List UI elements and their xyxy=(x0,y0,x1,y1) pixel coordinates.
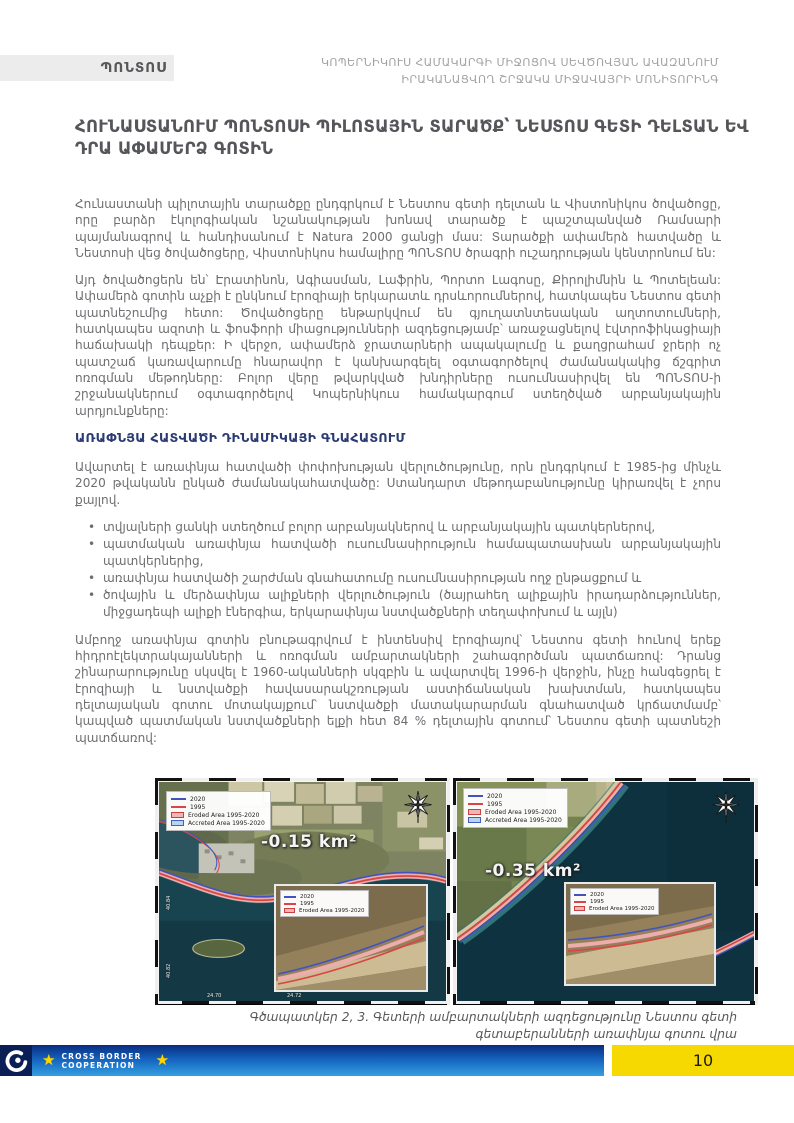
section-heading: ԱՌԱՓՆՅԱ ՀԱՏՎԱԾԻ ԴԻՆԱՄԻԿԱՅԻ ԳՆԱՀԱՏՈՒՄ xyxy=(75,429,406,445)
bullet-marker xyxy=(75,519,103,535)
bullet-marker xyxy=(75,536,103,569)
area-change-label-right: -0.35 km² xyxy=(485,861,581,881)
line-1995-swatch xyxy=(284,903,296,905)
map-frame xyxy=(755,778,758,1005)
line-1995-swatch xyxy=(574,901,586,903)
figure-caption-line1: Գծապատկեր 2, 3. Գետերի ամբարտակների ազդեցությունը Նեստոս գետի xyxy=(249,1010,737,1024)
bullet-item: • տվյալների ցանկի ստեղծում բոլոր արբանյակներով և արբանյակային պատկերներով, xyxy=(75,519,721,535)
bullet-item: • պատմական առափնյա հատվածի ուսումնասիրություն համապատասխան արբանյակային պատկերներից, xyxy=(75,536,721,569)
header-subtitle-line2: ԻՐԱԿԱՆԱՑՎՈՂ ՇՐՋԱԿԱ ՄԻՋԱՎԱՅՐԻ ՄՈՆԻՏՈՐԻՆԳ xyxy=(401,73,719,86)
map-frame xyxy=(453,778,758,781)
legend-row: Eroded Area 1995-2020 xyxy=(284,907,364,914)
paragraph-1: Հունաստանի պիլոտային տարածքը ընդգրկում է Նեստոս գետի դելտան և Վիստոնիկոս ծովածոցը, որը բարձր էկոլոգիական նշանակության խոնավ տարածք է պաշտպանված Ռամսարի պայմանագրով և հանդիսանում է Natura 2000 ցանցի մաս: Տարածքի ափամերձ հատվածը և Նեստոսի վեց ծովածոցերը, Վիստոնիկոս համալիրը ՊՈՆՏՈՍ ծրագրի ուշադրության կենտրոնում են: xyxy=(75,197,721,260)
line-1995-swatch xyxy=(468,803,483,805)
map-legend xyxy=(463,788,568,828)
line-2020-swatch xyxy=(468,795,483,797)
line-2020-swatch xyxy=(284,896,296,898)
map-frame xyxy=(447,778,450,1005)
bullet-item: • ծովային և մերձափնյա ալիքների վերլուծություն (ծայրահեղ ալիքային իրադարձություններ, միջցադեպի ալիքի էներգիա, երկարափնյա նստվածքների տեղափոխում և այլն) xyxy=(75,587,721,620)
eroded-area-swatch xyxy=(171,812,184,818)
eroded-area-swatch xyxy=(468,809,481,815)
cross-border-cooperation-label: CROSS BORDER COOPERATION xyxy=(61,1051,142,1070)
legend-row: 1995 xyxy=(284,900,364,907)
figure-caption-line2: գետաբերանների առափնյա գոտու վրա xyxy=(475,1026,737,1041)
map-inset-zoom xyxy=(274,884,428,992)
footer-banner xyxy=(0,1045,604,1076)
page-number: 10 xyxy=(692,1051,714,1070)
inset-legend xyxy=(280,890,369,917)
inset-legend xyxy=(570,888,659,915)
legend-row: Eroded Area 1995-2020 xyxy=(468,808,562,816)
legend-row: 2020 xyxy=(468,792,562,800)
legend-row: 1995 xyxy=(171,803,265,811)
figure-row xyxy=(155,778,758,1005)
accreted-area-swatch xyxy=(171,820,184,826)
legend-row: Accreted Area 1995-2020 xyxy=(468,816,562,824)
satellite-map-left xyxy=(155,778,450,1005)
eu-star-icon: ★ xyxy=(155,1051,170,1069)
bullet-item: • առափնյա հատվածի շարժման գնահատումը ուսումնասիրության ողջ ընթացքում և xyxy=(75,570,721,586)
legend-row: 2020 xyxy=(171,795,265,803)
eu-star-icon: ★ xyxy=(42,1051,56,1069)
page-title: ՀՈՒՆԱՍՏԱՆՈՒՄ ՊՈՆՏՈՍԻ ՊԻԼՈՏԱՅԻՆ ՏԱՐԱԾՔ՝ ՆԵՍՏՈՍ ԳԵՏԻ ԴԵԼՏԱՆ ԵՎ ԴՐԱ ԱՓԱՄԵՐՁ ԳՈՏԻՆ xyxy=(75,117,749,158)
compass-rose-icon xyxy=(403,790,433,824)
line-1995-swatch xyxy=(171,806,186,808)
program-logo xyxy=(0,55,174,81)
body-text xyxy=(75,196,721,757)
line-2020-swatch xyxy=(171,798,186,800)
latitude-tick: 40.84 xyxy=(166,895,172,910)
map-inset-zoom xyxy=(564,882,716,986)
legend-row: Eroded Area 1995-2020 xyxy=(171,811,265,819)
satellite-image xyxy=(456,781,755,1002)
bullet-marker xyxy=(75,570,103,586)
accreted-area-swatch xyxy=(468,817,481,823)
compass-rose-icon xyxy=(711,790,741,824)
legend-row: 1995 xyxy=(574,898,654,905)
map-frame xyxy=(453,778,456,1005)
page-number-badge xyxy=(612,1045,794,1076)
legend-row: Accreted Area 1995-2020 xyxy=(171,819,265,827)
header-subtitle xyxy=(159,54,719,88)
bullet-marker xyxy=(75,587,103,620)
satellite-image xyxy=(158,781,447,1002)
map-frame xyxy=(155,778,158,1005)
longitude-tick: 24.70 xyxy=(207,993,222,999)
figure-caption xyxy=(155,1009,737,1042)
longitude-tick: 24.72 xyxy=(287,993,302,999)
paragraph-3: Ավարտել է առափնյա հատվածի փոփոխության վերլուծությունը, որն ընդգրկում է 1985-ից մինչև 2020 թվականն ընկած ժամանակահատվածը: Ստանդարտ մեթոդաբանությունը կիրառվել է չորս քայլով. xyxy=(75,460,721,507)
paragraph-4: Ամբողջ առափնյա գոտին բնութագրվում է ինտենսիվ էրոզիայով՝ Նեստոս գետի հունով երեք հիդրոէլեկտրակայանների և ոռոգման ամբարտակների շահագործման պատճառով: Դրանց շինարարությունը սկսվել է 1960-ականների սկզբին և ավարտվել 1996-ի վերջին, ինչը հանգեցրել է էրոզիայի և նստվածքի հավասարակշռության աստիճանական խախտման, հատկապես դելտայական գոտու մոտակայքում՝ նստվածքի մատակարարման գնահատված կրճատմամբ՝ կապված պատմական նստվածքների ելքի հետ 84 % դելտային գոտում՝ Նեստոս գետի պատնեշի պատճառով: xyxy=(75,632,721,745)
area-change-label-left: -0.15 km² xyxy=(261,832,357,852)
eroded-area-swatch xyxy=(284,908,295,913)
latitude-tick: 40.82 xyxy=(166,963,172,978)
swirl-icon xyxy=(4,1049,28,1073)
header-subtitle-line1: ԿՈՊԵՐՆԻԿՈՒՍ ՀԱՄԱԿԱՐԳԻ ՄԻՋՈՑՈՎ ՍԵՎԾՈՎՅԱՆ ԱՎԱԶԱՆՈՒՄ xyxy=(320,56,719,69)
map-legend xyxy=(166,791,271,831)
map-frame xyxy=(453,1001,758,1004)
legend-row: 2020 xyxy=(284,893,364,900)
map-frame xyxy=(155,778,450,781)
black-sea-basin-logo xyxy=(0,1045,32,1076)
map-frame xyxy=(155,1001,450,1004)
legend-row: 2020 xyxy=(574,891,654,898)
line-2020-swatch xyxy=(574,894,586,896)
program-logo-text: ՊՈՆՏՈՍ xyxy=(100,60,167,76)
paragraph-2: Այդ ծովածոցերն են՝ Էրատինոն, Ագիասման, Լաֆրին, Պորտո Լագոսը, Քիրոլիմնին և Պոտելեան: Ափամերձ գոտին աչքի է ընկնում էրոզիայի երկարատև դրսևորումներով, հատկապես Նեստոս գետի պատնեշումից հետո: Ծովածոցերը ենթարկվում են գյուղատնտեսական աղտոտումների, հատկապես ազոտի և ֆոսֆորի միացությունների ազդեցությամբ՝ առաջացնելով էվտրոֆիկացիայի հաճախակի դեպքեր: Ի վերջո, ափամերձ ջրատարների ապակալումը և քաղցրահամ ջրերի ոչ պատշաճ կառավարումը հնարավոր է կանխարգելել օգտագործելով ժամանակակից ճշգրիտ ոռոգման մեթոդները: Բոլոր վերը թվարկված խնդիրները ուսումնասիրվել են ՊՈՆՏՈՍ-ի շրջանակներում օգտագործելով Կոպերնիկուս համակարգում ստեղծված արբանյակային արդյունքները: xyxy=(75,273,721,418)
satellite-map-right xyxy=(453,778,758,1005)
legend-row: Eroded Area 1995-2020 xyxy=(574,905,654,912)
eroded-area-swatch xyxy=(574,906,585,911)
legend-row: 1995 xyxy=(468,800,562,808)
bullet-list xyxy=(75,519,721,620)
